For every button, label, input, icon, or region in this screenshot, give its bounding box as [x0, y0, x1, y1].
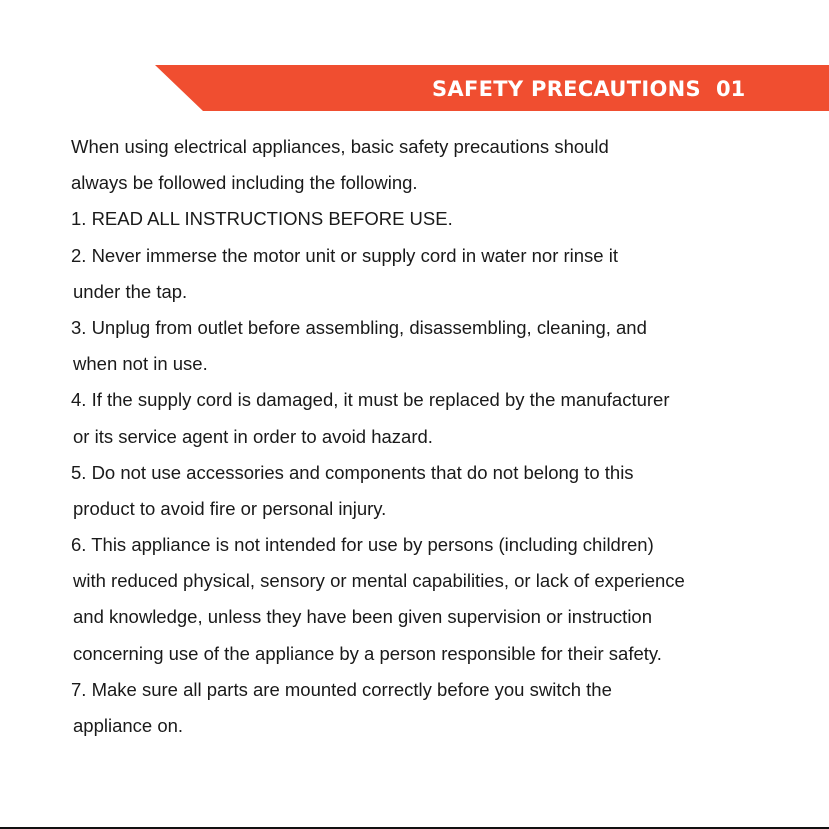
- precaution-item-7: 7. Make sure all parts are mounted correctly before you switch the: [71, 678, 612, 700]
- section-number: 01: [716, 77, 746, 101]
- precaution-item-3-continued: when not in use.: [73, 353, 208, 375]
- safety-text-block: [71, 129, 791, 744]
- precaution-item-7-continued: appliance on.: [73, 715, 184, 736]
- precaution-item-6-continued: concerning use of the appliance by a person responsible for their safety.: [73, 642, 662, 664]
- precaution-item-3: 3. Unplug from outlet before assembling, disassembling, cleaning, and: [71, 316, 647, 338]
- precaution-item-5: 5. Do not use accessories and components that do not belong to this: [71, 461, 634, 483]
- intro-line: When using electrical appliances, basic safety precautions should: [71, 136, 609, 157]
- precaution-item-2: 2. Never immerse the motor unit or supply cord in water nor rinse it: [71, 244, 618, 266]
- precaution-item-4-continued: or its service agent in order to avoid hazard.: [73, 425, 433, 447]
- precaution-item-6-continued: with reduced physical, sensory or mental capabilities, or lack of experience: [73, 570, 685, 592]
- precaution-item-5-continued: product to avoid fire or personal injury.: [73, 497, 387, 519]
- precaution-item-2-continued: under the tap.: [73, 280, 188, 302]
- banner-shape: [0, 65, 829, 111]
- intro-line: always be followed including the following.: [71, 172, 418, 194]
- precaution-item-1: 1. READ ALL INSTRUCTIONS BEFORE USE.: [71, 208, 453, 230]
- precaution-item-6: 6. This appliance is not intended for use by persons (including children): [71, 534, 654, 556]
- section-title: SAFETY PRECAUTIONS: [432, 77, 701, 101]
- precaution-item-4: 4. If the supply cord is damaged, it must be replaced by the manufacturer: [71, 389, 670, 411]
- precaution-item-6-continued: and knowledge, unless they have been given supervision or instruction: [73, 606, 653, 628]
- section-header-banner: [0, 65, 829, 111]
